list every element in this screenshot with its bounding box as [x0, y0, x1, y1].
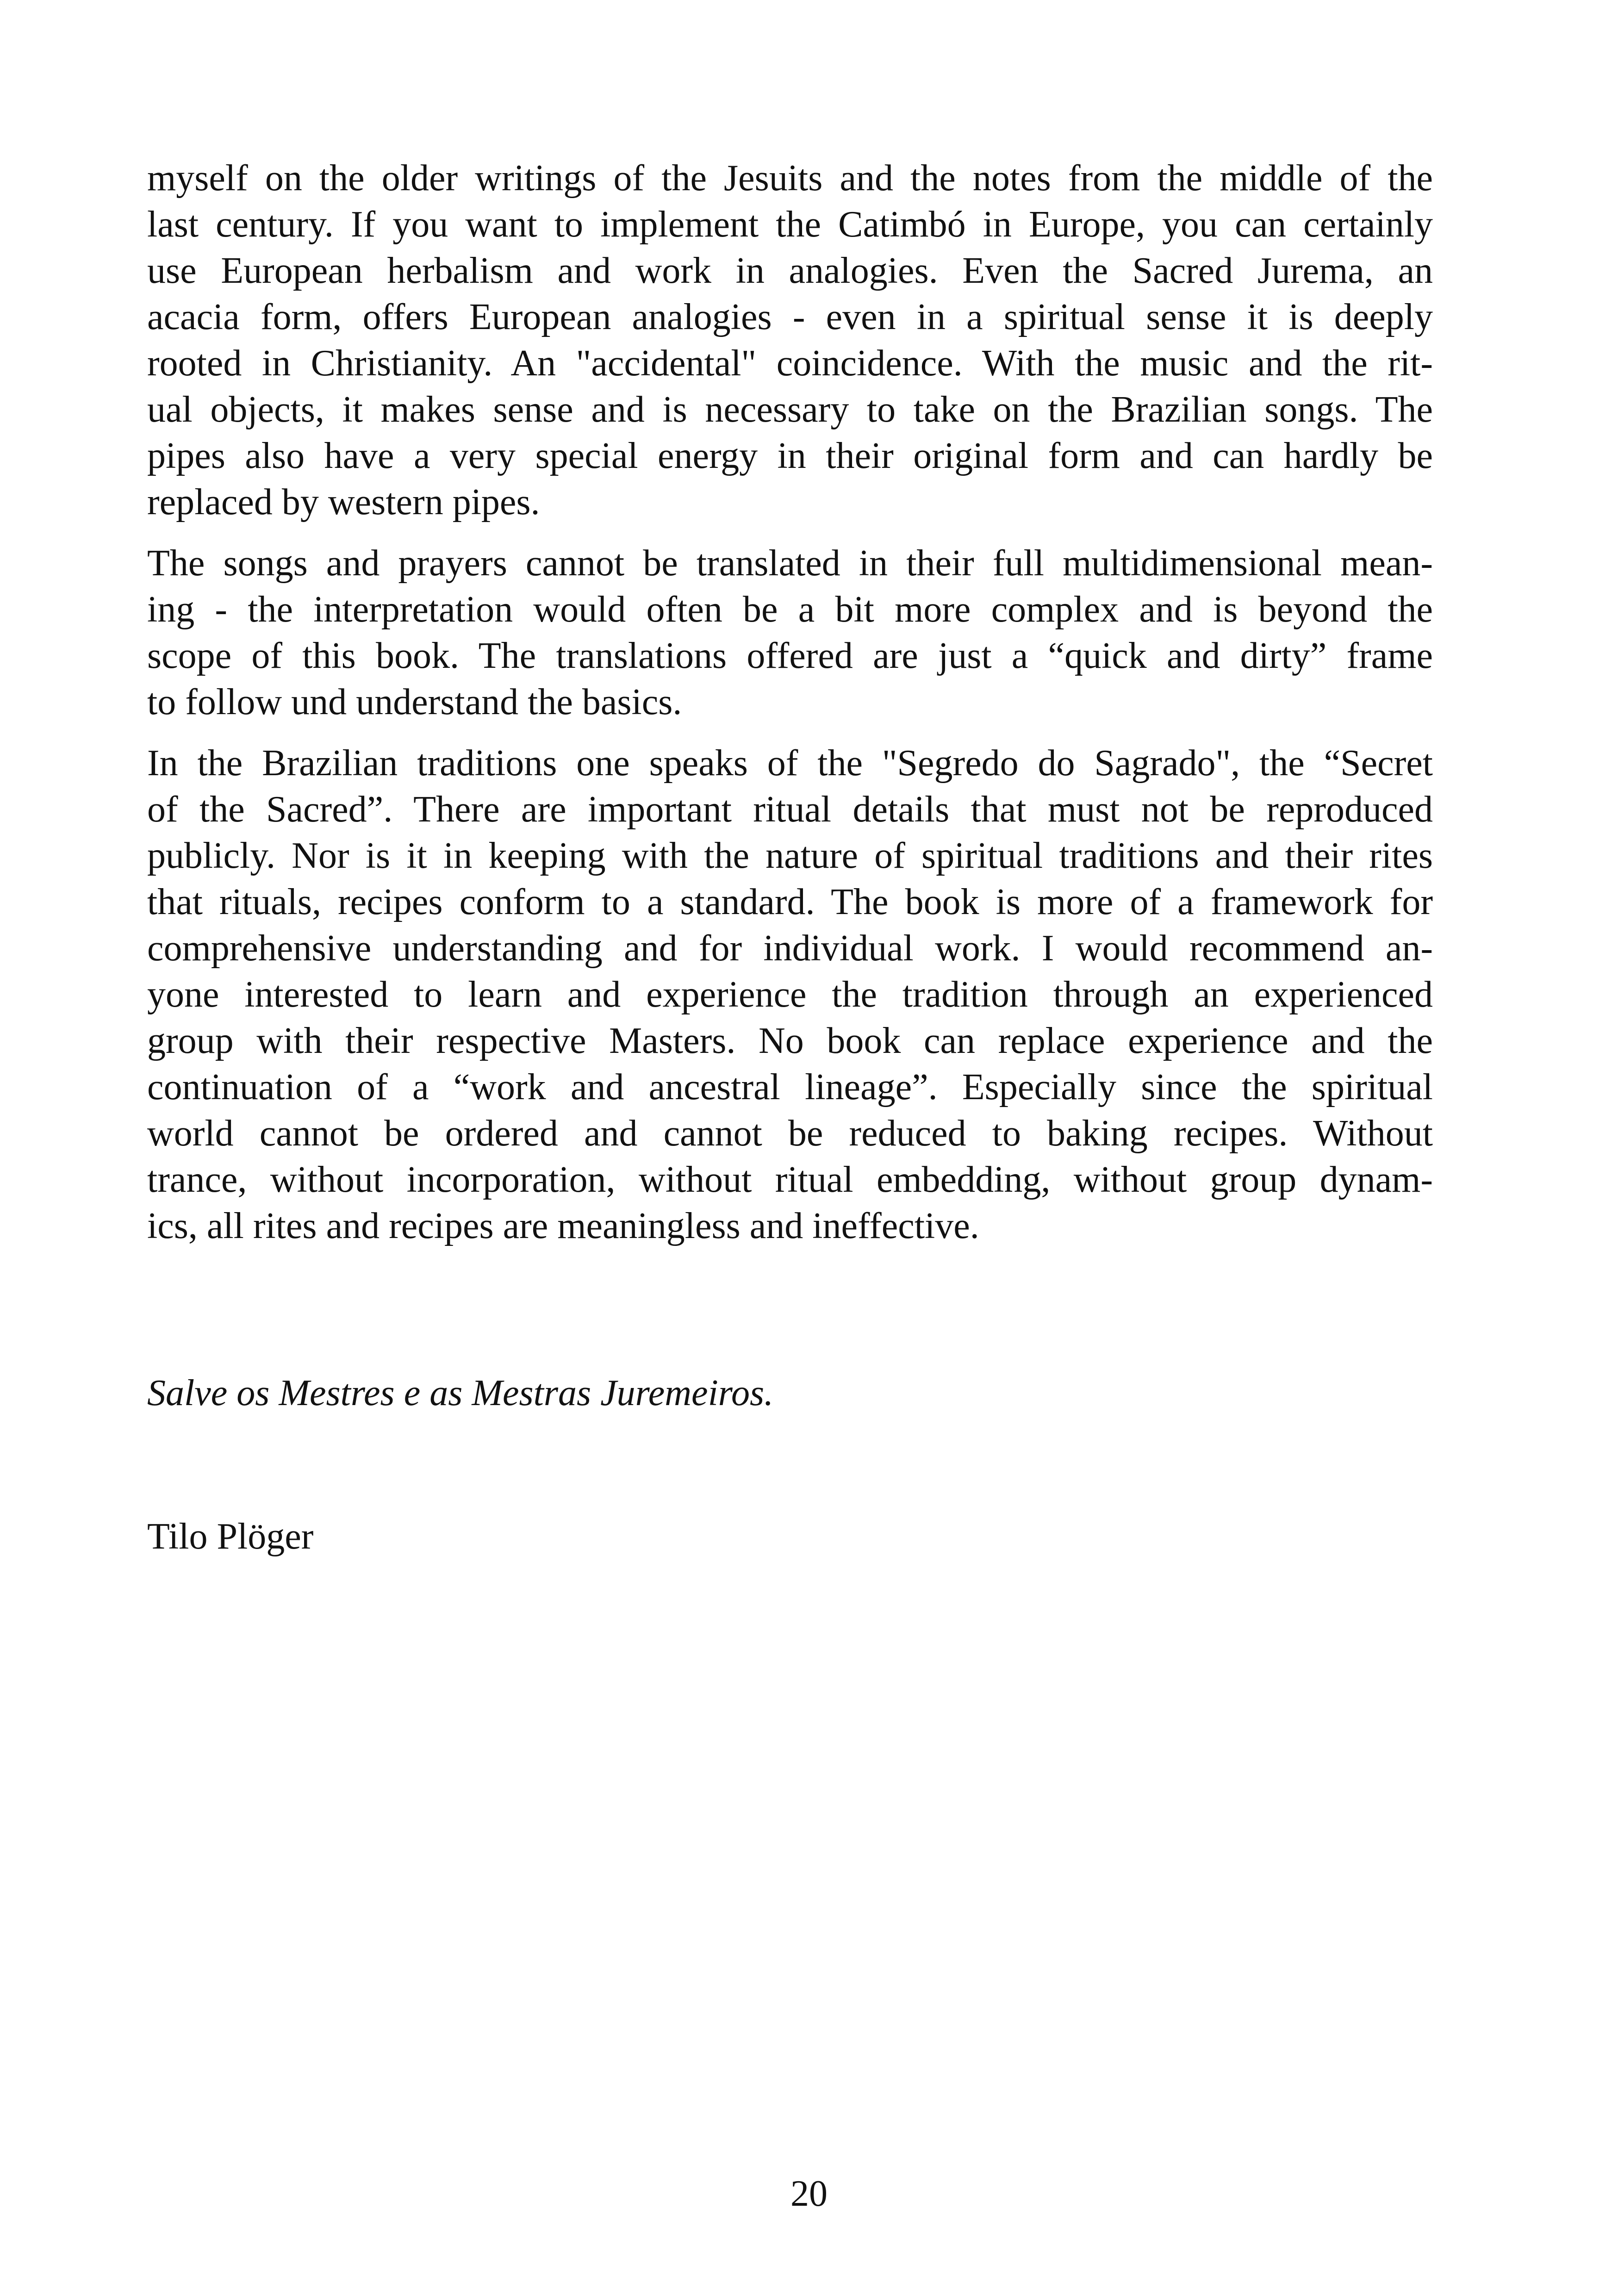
text-line: world cannot be ordered and cannot be reduced to baking recipes. Without — [147, 1113, 1433, 1154]
text-line: group with their respective Masters. No book can replace experience and the — [147, 1020, 1433, 1061]
text-line: last century. If you want to implement the Catimbó in Europe, you can certainly — [147, 204, 1433, 245]
text-line: ics, all rites and recipes are meaningless and ineffective. — [147, 1206, 979, 1246]
text-line: of the Sacred”. There are important ritual details that must not be reproduced — [147, 789, 1433, 830]
text-line: comprehensive understanding and for individual work. I would recommend an- — [147, 928, 1433, 969]
paragraph — [147, 540, 1433, 725]
body-text — [147, 155, 1433, 1264]
text-line: The songs and prayers cannot be translated in their full multidimensional mean- — [147, 543, 1433, 584]
text-line: trance, without incorporation, without ritual embedding, without group dynam- — [147, 1159, 1433, 1200]
salutation: Salve os Mestres e as Mestras Juremeiros. — [147, 1373, 774, 1413]
text-line: In the Brazilian traditions one speaks of the "Segredo do Sagrado", the “Secret — [147, 743, 1433, 784]
text-line: rooted in Christianity. An "accidental" coincidence. With the music and the rit- — [147, 343, 1433, 384]
author-signature: Tilo Plöger — [147, 1516, 314, 1557]
text-line: myself on the older writings of the Jesuits and the notes from the middle of the — [147, 158, 1433, 199]
text-line: use European herbalism and work in analogies. Even the Sacred Jurema, an — [147, 250, 1433, 291]
text-line: that rituals, recipes conform to a standard. The book is more of a framework for — [147, 882, 1433, 922]
text-line: to follow und understand the basics. — [147, 682, 682, 722]
text-line: publicly. Nor is it in keeping with the nature of spiritual traditions and their rites — [147, 835, 1433, 876]
text-line: acacia form, offers European analogies - even in a spiritual sense it is deeply — [147, 297, 1433, 337]
text-line: replaced by western pipes. — [147, 482, 540, 523]
paragraph — [147, 155, 1433, 525]
text-line: scope of this book. The translations offered are just a “quick and dirty” frame — [147, 635, 1433, 676]
text-line: ual objects, it makes sense and is necessary to take on the Brazilian songs. The — [147, 389, 1433, 430]
paragraph — [147, 740, 1433, 1249]
text-line: pipes also have a very special energy in their original form and can hardly be — [147, 436, 1433, 476]
page-number: 20 — [790, 2173, 828, 2214]
text-line: ing - the interpretation would often be a bit more complex and is beyond the — [147, 589, 1433, 630]
text-line: continuation of a “work and ancestral lineage”. Especially since the spiritual — [147, 1067, 1433, 1108]
text-line: yone interested to learn and experience the tradition through an experienced — [147, 974, 1433, 1015]
